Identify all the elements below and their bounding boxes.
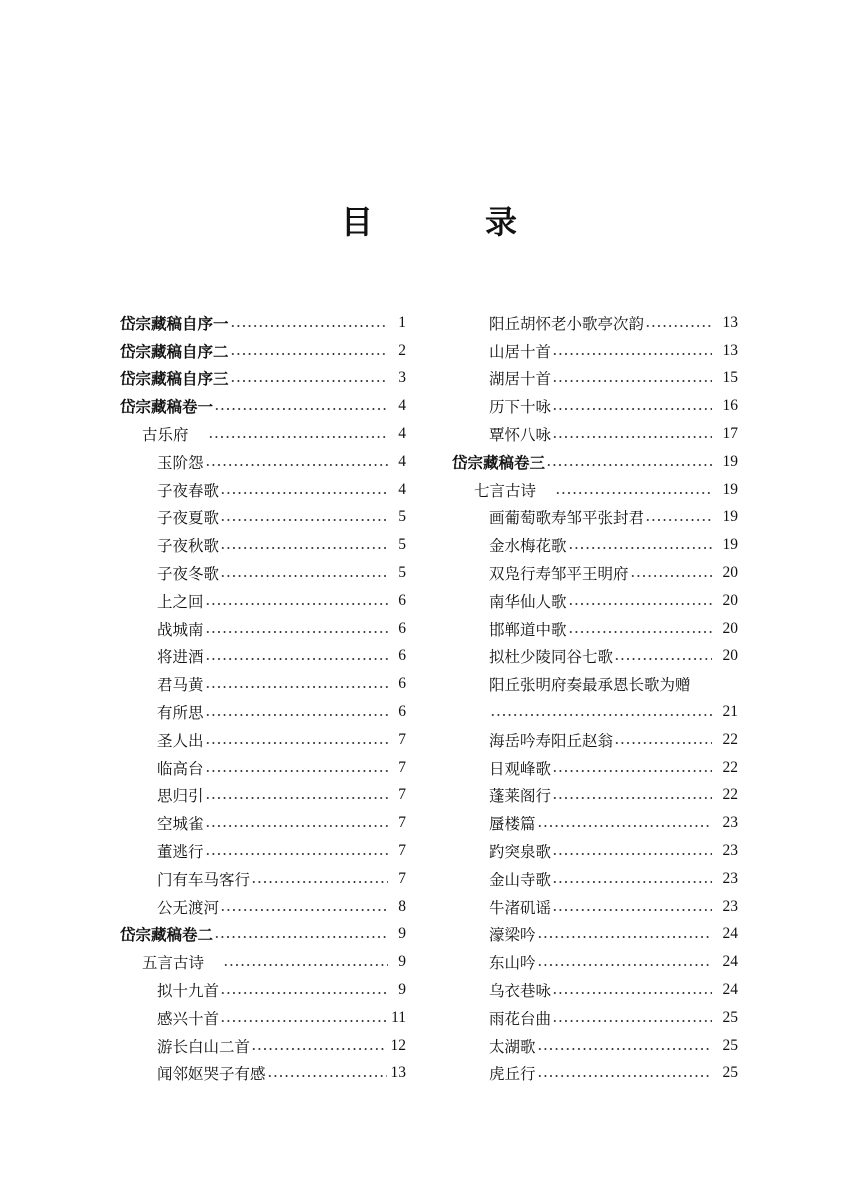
toc-page-number: 20: [722, 591, 738, 609]
toc-page-number: 4: [398, 397, 406, 415]
dot-leader: [267, 1075, 387, 1077]
dot-leader: [552, 992, 712, 994]
toc-entry: [452, 1060, 738, 1088]
toc-page-number: 19: [722, 536, 738, 554]
toc-entry: [452, 698, 738, 726]
toc-entry: [120, 615, 406, 643]
toc-page-number: 8: [398, 897, 406, 915]
toc-page-number: 20: [722, 647, 738, 665]
toc-page-number: 19: [722, 480, 738, 498]
toc-left-column: [120, 309, 406, 1087]
toc-entry-title: 拟杜少陵同谷七歌: [489, 648, 614, 667]
dot-leader: [490, 714, 712, 716]
toc-entry-title: 岱宗藏稿自序一: [120, 314, 229, 333]
toc-entry: [120, 670, 406, 698]
dot-leader: [552, 380, 712, 382]
toc-entry: [120, 809, 406, 837]
dot-leader: [220, 992, 388, 994]
toc-entry-title: 金山寺歌: [489, 870, 552, 889]
toc-entry-title: 君马黄: [157, 676, 204, 695]
toc-entry-title: 游长白山二首: [157, 1037, 251, 1056]
toc-entry: [452, 420, 738, 448]
toc-entry-title: 临高台: [157, 759, 204, 778]
dot-leader: [205, 603, 388, 605]
toc-entry-title: 古乐府: [142, 426, 189, 445]
dot-leader: [220, 909, 388, 911]
toc-entry-title: 阳丘张明府奏最承恩长歌为赠: [489, 676, 691, 695]
dot-leader: [214, 408, 388, 410]
dot-leader: [552, 797, 712, 799]
toc-entry: [120, 559, 406, 587]
toc-page-number: 21: [722, 703, 738, 721]
toc-entry: [120, 726, 406, 754]
toc-entry-title: 岱宗藏稿卷三: [452, 453, 546, 472]
toc-entry-title: 画葡萄歌寿邹平张封君: [489, 509, 645, 528]
toc-page-number: 19: [722, 452, 738, 470]
toc-entry-title: 岱宗藏稿卷二: [120, 926, 214, 945]
dot-leader: [555, 492, 712, 494]
toc-entry-title: 战城南: [157, 620, 204, 639]
toc-page-number: 7: [398, 786, 406, 804]
toc-entry-title: 空城雀: [157, 815, 204, 834]
toc-page-number: 16: [722, 397, 738, 415]
toc-entry: [452, 559, 738, 587]
toc-page-number: 23: [722, 842, 738, 860]
toc-page-number: 6: [398, 703, 406, 721]
toc-entry-title: 公无渡河: [157, 898, 220, 917]
toc-entry: [120, 782, 406, 810]
toc-entry: [120, 1004, 406, 1032]
dot-leader: [552, 881, 712, 883]
toc-entry-title: 蓬莱阁行: [489, 787, 552, 806]
dot-leader: [552, 408, 712, 410]
toc-page-number: 22: [722, 730, 738, 748]
toc-page-number: 7: [398, 730, 406, 748]
dot-leader: [230, 353, 388, 355]
dot-leader: [552, 1020, 712, 1022]
toc-entry: [452, 921, 738, 949]
toc-entry-title: 岱宗藏稿自序二: [120, 342, 229, 361]
dot-leader: [568, 547, 712, 549]
toc-entry: [452, 782, 738, 810]
toc-entry: [452, 504, 738, 532]
toc-entry: [120, 698, 406, 726]
toc-entry: [120, 1032, 406, 1060]
dot-leader: [251, 1048, 386, 1050]
dot-leader: [552, 853, 712, 855]
toc-entry: [452, 615, 738, 643]
toc-page-number: 20: [722, 564, 738, 582]
dot-leader: [546, 464, 712, 466]
dot-leader: [552, 436, 712, 438]
toc-entry: [452, 392, 738, 420]
toc-entry: [452, 1004, 738, 1032]
toc-page-number: 5: [398, 536, 406, 554]
dot-leader: [205, 686, 388, 688]
toc-entry-title: 上之回: [157, 592, 204, 611]
toc-entry: [120, 893, 406, 921]
toc-page-number: 6: [398, 675, 406, 693]
toc-entry: [120, 587, 406, 615]
toc-page-number: 25: [722, 1008, 738, 1026]
toc-entry-title: 子夜冬歌: [157, 565, 220, 584]
dot-leader: [205, 853, 388, 855]
toc-page-number: 2: [398, 341, 406, 359]
toc-page-number: 7: [398, 869, 406, 887]
toc-entry: [452, 587, 738, 615]
toc-page-number: 22: [722, 758, 738, 776]
toc-page-number: 5: [398, 508, 406, 526]
toc-entry: [120, 837, 406, 865]
toc-entry-title: 双凫行寿邹平王明府: [489, 565, 629, 584]
toc-entry-title: 历下十咏: [489, 398, 552, 417]
toc-entry: [452, 809, 738, 837]
toc-entry: [120, 420, 406, 448]
toc-entry-title: 蜃楼篇: [489, 815, 536, 834]
toc-page-number: 3: [398, 369, 406, 387]
toc-entry: [452, 643, 738, 671]
dot-leader: [205, 742, 388, 744]
toc-entry: [120, 448, 406, 476]
toc-entry-title: 山居十首: [489, 342, 552, 361]
dot-leader: [205, 631, 388, 633]
toc-entry: [452, 948, 738, 976]
toc-entry-title: 感兴十首: [157, 1009, 220, 1028]
toc-entry-title: 海岳吟寿阳丘赵翁: [489, 731, 614, 750]
toc-entry: [452, 365, 738, 393]
toc-entry-title: 雨花台曲: [489, 1009, 552, 1028]
toc-entry: [120, 392, 406, 420]
toc-entry-title: 乌衣巷咏: [489, 982, 552, 1001]
dot-leader: [552, 770, 712, 772]
dot-leader: [614, 658, 712, 660]
toc-entry: [120, 365, 406, 393]
toc-page-number: 12: [390, 1036, 406, 1054]
dot-leader: [205, 797, 388, 799]
dot-leader: [220, 547, 388, 549]
dot-leader: [537, 825, 712, 827]
toc-entry-title: 南华仙人歌: [489, 592, 567, 611]
toc-entry: [120, 531, 406, 559]
toc-entry: [452, 1032, 738, 1060]
toc-entry: [452, 337, 738, 365]
toc-entry-title: 阳丘胡怀老小歌亭次韵: [489, 314, 645, 333]
toc-entry: [120, 643, 406, 671]
toc-entry: [452, 837, 738, 865]
dot-leader: [205, 714, 388, 716]
toc-entry: [452, 865, 738, 893]
toc-page-number: 23: [722, 814, 738, 832]
toc-page-number: 9: [398, 953, 406, 971]
toc-page-number: 4: [398, 425, 406, 443]
toc-entry: [452, 448, 738, 476]
toc-entry: [452, 476, 738, 504]
toc-page-number: 5: [398, 564, 406, 582]
dot-leader: [205, 770, 388, 772]
toc-entry-title: 子夜春歌: [157, 481, 220, 500]
toc-right-column: [452, 309, 738, 1087]
toc-entry: [452, 893, 738, 921]
dot-leader: [220, 575, 388, 577]
toc-page-number: 24: [722, 953, 738, 971]
toc-page-number: 1: [398, 313, 406, 331]
dot-leader: [537, 964, 712, 966]
toc-entry-title: 濠梁吟: [489, 926, 536, 945]
dot-leader: [614, 742, 712, 744]
dot-leader: [230, 380, 388, 382]
toc-entry: [120, 754, 406, 782]
toc-entry-title: 有所思: [157, 704, 204, 723]
toc-entry: [452, 754, 738, 782]
toc-page-number: 23: [722, 869, 738, 887]
toc-page-number: 24: [722, 981, 738, 999]
toc-page-number: 17: [722, 425, 738, 443]
dot-leader: [645, 325, 712, 327]
toc-entry-title: 拟十九首: [157, 982, 220, 1001]
toc-entry-title: 思归引: [157, 787, 204, 806]
dot-leader: [220, 492, 388, 494]
dot-leader: [220, 1020, 387, 1022]
toc-entry: [120, 976, 406, 1004]
toc-entry: [120, 948, 406, 976]
dot-leader: [630, 575, 712, 577]
toc-page-number: 25: [722, 1064, 738, 1082]
toc-page-number: 25: [722, 1036, 738, 1054]
toc-entry-title: 闻邻妪哭子有感: [157, 1065, 266, 1084]
toc-page-number: 6: [398, 591, 406, 609]
dot-leader: [205, 464, 388, 466]
dot-leader: [214, 936, 388, 938]
toc-entry: [452, 726, 738, 754]
toc-entry-title: 日观峰歌: [489, 759, 552, 778]
dot-leader: [220, 519, 388, 521]
toc-entry-title: 五言古诗: [142, 954, 205, 973]
toc-entry: [452, 309, 738, 337]
toc-page-number: 11: [391, 1008, 406, 1026]
toc-entry-title: 玉阶怨: [157, 453, 204, 472]
toc-page-number: 4: [398, 452, 406, 470]
toc-page-number: 4: [398, 480, 406, 498]
toc-entry: [452, 670, 738, 698]
toc-page-number: 19: [722, 508, 738, 526]
toc-entry-title: 邯郸道中歌: [489, 620, 567, 639]
toc-page-number: 22: [722, 786, 738, 804]
toc-page-number: 13: [390, 1064, 406, 1082]
toc-entry-title: 岱宗藏稿卷一: [120, 398, 214, 417]
dot-leader: [537, 936, 712, 938]
dot-leader: [208, 436, 388, 438]
toc-page-number: 13: [722, 313, 738, 331]
toc-entry-title: 七言古诗: [474, 481, 537, 500]
dot-leader: [251, 881, 388, 883]
toc-page-number: 7: [398, 758, 406, 776]
toc-entry-title: 金水梅花歌: [489, 537, 567, 556]
dot-leader: [537, 1048, 712, 1050]
toc-entry-title: 趵突泉歌: [489, 843, 552, 862]
toc-page-number: 7: [398, 814, 406, 832]
toc-entry: [120, 865, 406, 893]
dot-leader: [645, 519, 712, 521]
toc-entry: [120, 1060, 406, 1088]
toc-page-number: 6: [398, 619, 406, 637]
dot-leader: [537, 1075, 712, 1077]
dot-leader: [552, 909, 712, 911]
dot-leader: [568, 603, 712, 605]
toc-entry-title: 董逃行: [157, 843, 204, 862]
toc-entry-title: 东山吟: [489, 954, 536, 973]
toc-entry-title: 门有车马客行: [157, 870, 251, 889]
toc-entry-title: 覃怀八咏: [489, 426, 552, 445]
toc-entry: [120, 476, 406, 504]
toc-entry-title: 岱宗藏稿自序三: [120, 370, 229, 389]
toc-entry: [120, 504, 406, 532]
toc-entry: [452, 976, 738, 1004]
toc-entry-title: 子夜夏歌: [157, 509, 220, 528]
toc-entry: [452, 531, 738, 559]
toc-entry: [120, 309, 406, 337]
toc-entry-title: 太湖歌: [489, 1037, 536, 1056]
dot-leader: [205, 825, 388, 827]
toc-page-number: 9: [398, 925, 406, 943]
toc-page-number: 20: [722, 619, 738, 637]
toc-page-number: 9: [398, 981, 406, 999]
toc-entry-title: 将进酒: [157, 648, 204, 667]
dot-leader: [223, 964, 388, 966]
dot-leader: [205, 658, 388, 660]
page-title: 目 录: [340, 203, 557, 241]
toc-entry: [120, 921, 406, 949]
toc-entry-title: 圣人出: [157, 731, 204, 750]
toc-entry-title: 湖居十首: [489, 370, 552, 389]
toc-page-number: 15: [722, 369, 738, 387]
dot-leader: [230, 325, 388, 327]
toc-entry-title: 虎丘行: [489, 1065, 536, 1084]
toc-entry-title: 牛渚矶谣: [489, 898, 552, 917]
toc-entry: [120, 337, 406, 365]
toc-page-number: 23: [722, 897, 738, 915]
toc-page-number: 6: [398, 647, 406, 665]
dot-leader: [552, 353, 712, 355]
dot-leader: [568, 631, 712, 633]
toc-page-number: 13: [722, 341, 738, 359]
toc-entry-title: 子夜秋歌: [157, 537, 220, 556]
toc-page-number: 7: [398, 842, 406, 860]
toc-page-number: 24: [722, 925, 738, 943]
